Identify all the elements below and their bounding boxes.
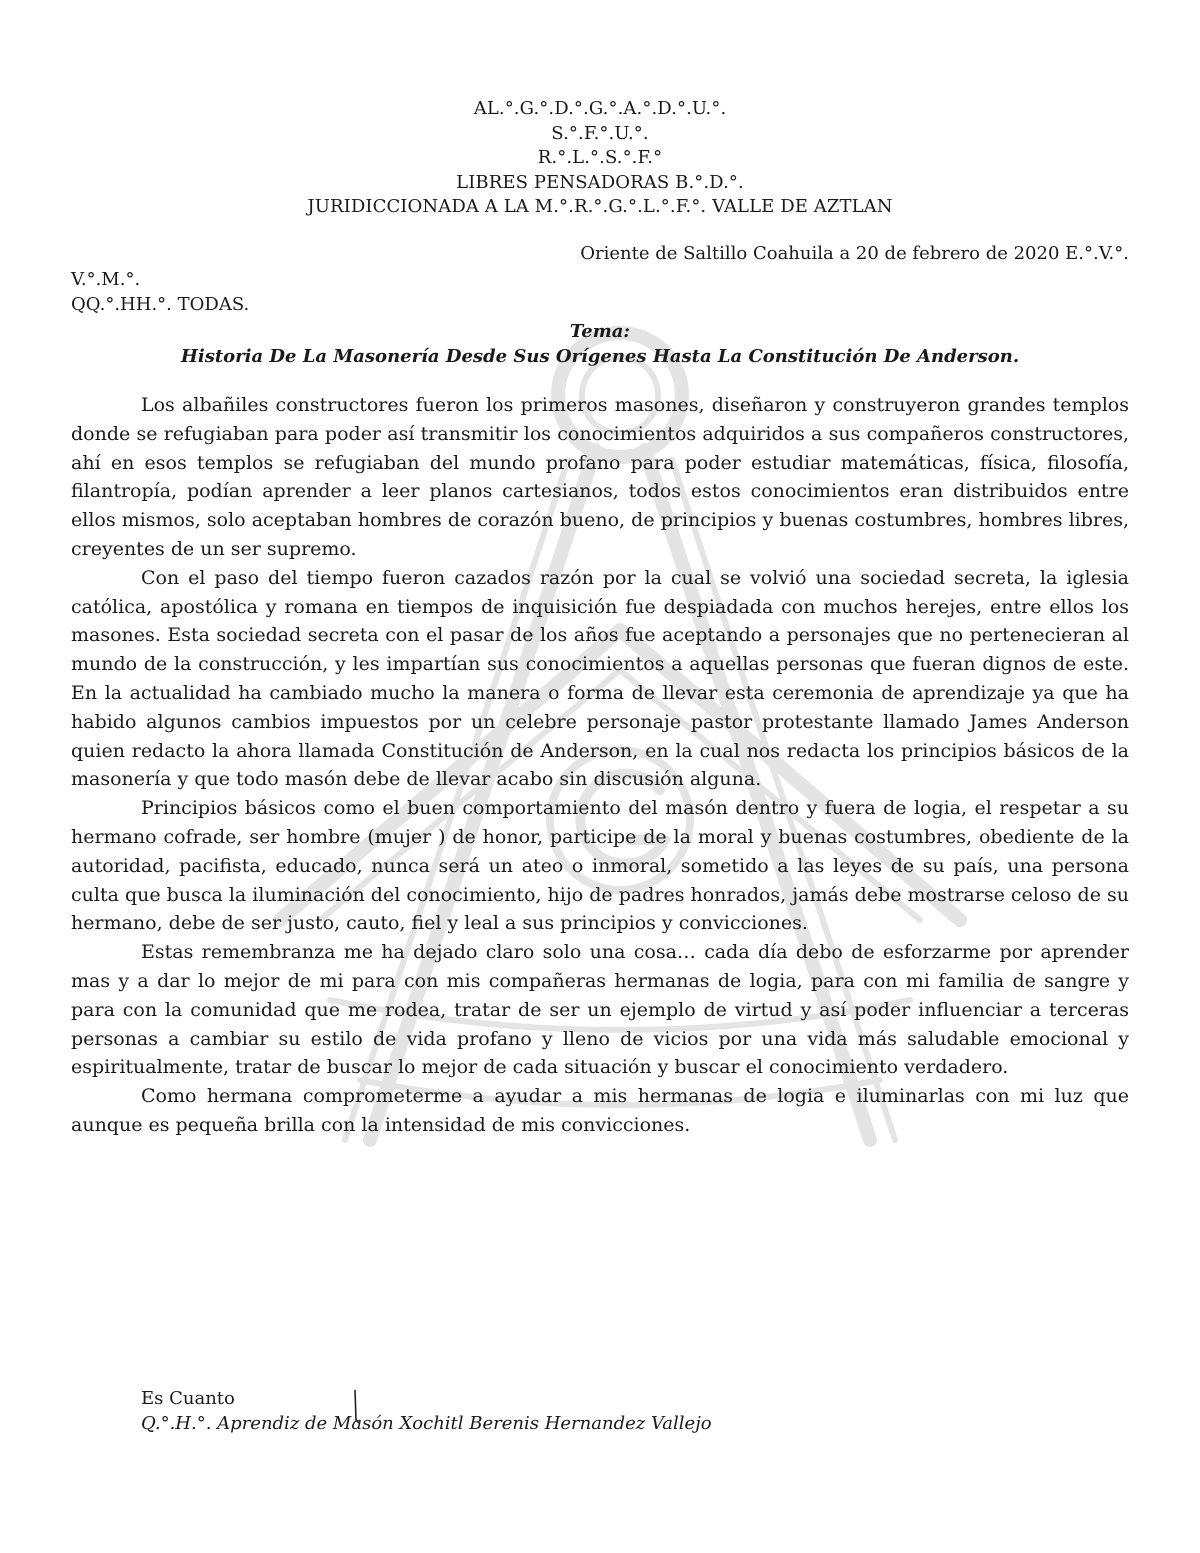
topic-title: Historia De La Masonería Desde Sus Orígenes Hasta La Constitución De Anderson. bbox=[180, 346, 1020, 367]
header-line-lodge-name: LIBRES PENSADORAS B.°.D.°. bbox=[456, 171, 744, 193]
body-paragraph: Con el paso del tiempo fueron cazados razón por la cual se volvió una sociedad secreta, la iglesia católica, apostólica y romana en tiempos de inquisición fue despiadada con muchos herejes, entre ellos los masones. Esta sociedad secreta con el pasar de los años fue aceptando a personajes que no pertenecieran al mundo de la construcción, y les impartían sus conocimientos a aquellas personas que fueran dignos de este. En la actualidad ha cambiado mucho la manera o forma de llevar esta ceremonia de aprendizaje ya que ha habido algunos cambios impuestos por un celebre personaje pastor protestante llamado James Anderson quien redacto la ahora llamada Constitución de Anderson, en la cual nos redacta los principios básicos de la masonería y que todo masón debe de llevar acabo sin discusión alguna. bbox=[71, 566, 1129, 791]
header-line-invocation: AL.°.G.°.D.°.G.°.A.°.D.°.U.°. bbox=[473, 98, 727, 119]
date-line: Oriente de Saltillo Coahuila a 20 de febrero de 2020 E.°.V.°. bbox=[580, 243, 1129, 264]
header-line-lodge: R.°.L.°.S.°.F.° bbox=[537, 147, 663, 168]
salutation-line-master: V.°.M.°. bbox=[71, 269, 141, 290]
body-paragraph: Los albañiles constructores fueron los primeros masones, diseñaron y construyeron grandes templos donde se refugiaban para poder así transmitir los conocimientos adquiridos a sus compañeros constructores, ahí en esos templos se refugiaban del mundo profano para poder estudiar matemáticas, física, filosofía, filantropía, podían aprender a leer planos cartesianos, todos estos conocimientos eran distribuidos entre ellos mismos, solo aceptaban hombres de corazón bueno, de principios y buenas costumbres, hombres libres, creyentes de un ser supremo. bbox=[71, 394, 1129, 560]
salutation bbox=[71, 268, 249, 317]
body-paragraph: Como hermana comprometerme a ayudar a mis hermanas de logia e iluminarlas con mi luz que aunque es pequeña brilla con la intensidad de mis convicciones. bbox=[71, 1085, 1129, 1136]
body-paragraph: Estas remembranza me ha dejado claro solo una cosa… cada día debo de esforzarme por aprender mas y a dar lo mejor de mi para con mis compañeras hermanas de logia, para con mi familia de sangre y para con la comunidad que me rodea, tratar de ser un ejemplo de virtud y así poder influenciar a terceras personas a cambiar su estilo de vida profano y lleno de vicios por una vida más saludable emocional y espiritualmente, tratar de buscar lo mejor de cada situación y buscar el conocimiento verdadero. bbox=[71, 941, 1129, 1079]
document-body bbox=[71, 391, 1129, 1140]
signature-stroke-icon bbox=[352, 1390, 360, 1424]
lodge-header bbox=[71, 97, 1129, 220]
header-line-jurisdiction: JURIDICCIONADA A LA M.°.R.°.G.°.L.°.F.°. VALLE DE AZTLAN bbox=[307, 196, 893, 217]
topic-label: Tema: bbox=[569, 321, 631, 342]
signer-name: Q.°.H.°. Aprendiz de Masón Xochitl Berenis Hernandez Vallejo bbox=[141, 1413, 712, 1434]
body-paragraph: Principios básicos como el buen comportamiento del masón dentro y fuera de logia, el respetar a su hermano cofrade, ser hombre (mujer ) de honor, participe de la moral y buenas costumbres, obediente de la autoridad, pacifista, educado, nunca será un ateo o inmoral, sometido a las leyes de su país, una persona culta que busca la iluminación del conocimiento, hijo de padres honrados, jamás debe mostrarse celoso de su hermano, debe de ser justo, cauto, fiel y leal a sus principios y convicciones. bbox=[71, 797, 1129, 935]
closing-line: Es Cuanto bbox=[141, 1388, 235, 1409]
salutation-line-sisters: QQ.°.HH.°. TODAS. bbox=[71, 293, 250, 315]
topic-block bbox=[71, 319, 1129, 369]
header-line-motto: S.°.F.°.U.°. bbox=[551, 122, 649, 144]
closing-block bbox=[141, 1386, 712, 1436]
